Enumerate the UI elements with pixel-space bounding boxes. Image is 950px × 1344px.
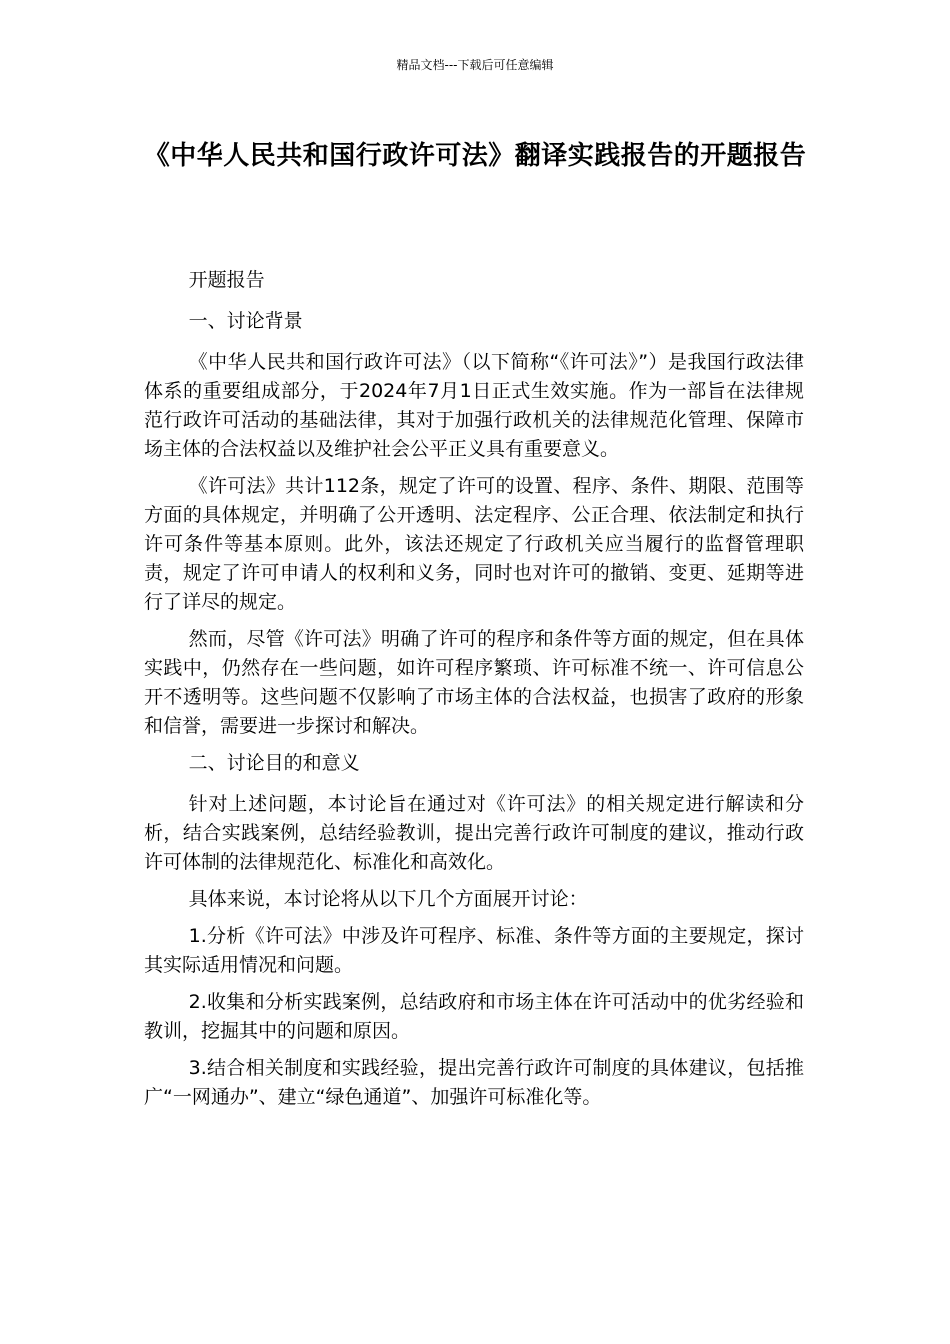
paragraph-background-2: 《许可法》共计112条，规定了许可的设置、程序、条件、期限、范围等方面的具体规定，并明确了公开透明、法定程序、公正合理、依法制定和执行许可条件等基本原则。此外，该法还规定了行政机关应当履行的监督管理职责，规定了许可申请人的权利和义务，同时也对许可的撤销、变更、延期等进行了详尽的规定。 — [144, 475, 804, 613]
document-title: 《中华人民共和国行政许可法》翻译实践报告的开题报告 — [143, 141, 807, 171]
section-heading-purpose: 二、讨论目的和意义 — [188, 752, 360, 774]
document-body — [144, 266, 804, 1120]
section-heading-background: 一、讨论背景 — [188, 310, 303, 332]
paragraph-purpose-1: 针对上述问题，本讨论旨在通过对《许可法》的相关规定进行解读和分析，结合实践案例，总结经验教训，提出完善行政许可制度的建议，推动行政许可体制的法律规范化、标准化和高效化。 — [144, 793, 804, 873]
list-item-2: 2.收集和分析实践案例，总结政府和市场主体在许可活动中的优劣经验和教训，挖掘其中的问题和原因。 — [144, 991, 804, 1042]
paragraph-background-3: 然而，尽管《许可法》明确了许可的程序和条件等方面的规定，但在具体实践中，仍然存在一些问题，如许可程序繁琐、许可标准不统一、许可信息公开不透明等。这些问题不仅影响了市场主体的合法权益，也损害了政府的形象和信誉，需要进一步探讨和解决。 — [144, 628, 804, 737]
paragraph-background-1: 《中华人民共和国行政许可法》（以下简称“《许可法》”）是我国行政法律体系的重要组成部分，于2024年7月1日正式生效实施。作为一部旨在法律规范行政许可活动的基础法律，其对于加强行政机关的法律规范化管理、保障市场主体的合法权益以及维护社会公平正义具有重要意义。 — [144, 351, 804, 460]
header-note: 精品文档---下载后可任意编辑 — [396, 58, 554, 72]
section-label: 开题报告 — [188, 269, 265, 291]
list-item-1: 1.分析《许可法》中涉及许可程序、标准、条件等方面的主要规定，探讨其实际适用情况和问题。 — [144, 925, 804, 976]
list-item-3: 3.结合相关制度和实践经验，提出完善行政许可制度的具体建议，包括推广“一网通办”、建立“绿色通道”、加强许可标准化等。 — [144, 1057, 804, 1108]
paragraph-purpose-2: 具体来说，本讨论将从以下几个方面展开讨论： — [188, 888, 588, 910]
